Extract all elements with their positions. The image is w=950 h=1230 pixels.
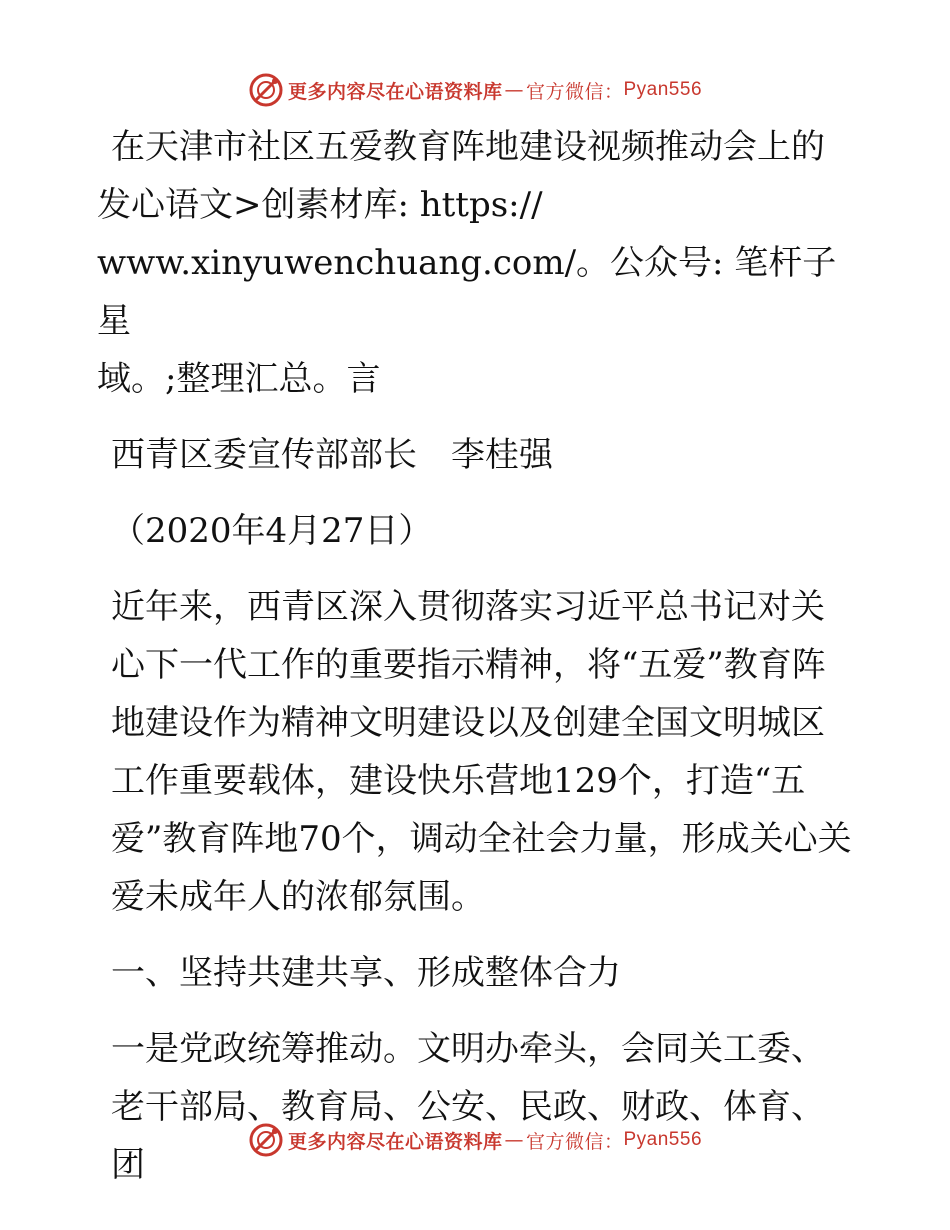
watermark-id: Pyan556: [623, 79, 703, 100]
watermark-dash: —: [504, 1129, 524, 1151]
watermark-label: 官方微信：: [525, 80, 624, 103]
watermark-dash: —: [504, 79, 524, 101]
title-line-1: 在天津市社区五爱教育阵地建设视频推动会上的: [111, 127, 825, 167]
author-line: 西青区委宣传部部长 李桂强: [111, 435, 553, 475]
paragraph-1: 近年来，西青区深入贯彻落实习近平总书记对关心下一代工作的重要指示精神，将“五爱”教育阵地建设作为精神文明建设以及创建全国文明城区工作重要载体，建设快乐营地129个，打造“五爱”教育阵地70个，调动全社会力量，形成关心关爱未成年人的浓郁氛围。: [111, 587, 852, 917]
date-line: （2020年4月27日）: [111, 511, 433, 551]
watermark-text: 更多内容尽在心语资料库: [287, 80, 503, 103]
title-line-3: www.xinyuwenchuang.com/。公众号: 笔杆子星: [97, 243, 837, 341]
watermark-label: 官方微信：: [525, 1130, 624, 1153]
title-line-2: 发心语文>创素材库: https://: [97, 185, 543, 225]
paragraph-2: 一是党政统筹推动。文明办牵头，会同关工委、老干部局、教育局、公安、民政、财政、体育、团: [111, 1029, 825, 1185]
brand-logo-icon: [248, 72, 284, 108]
brand-logo-icon: [248, 1122, 284, 1158]
watermark-banner-top: [0, 70, 950, 110]
title-line-4: 域。;整理汇总。言: [97, 359, 381, 399]
watermark-id: Pyan556: [623, 1129, 703, 1150]
document-body: [97, 118, 857, 1194]
section-heading-1: 一、坚持共建共享、形成整体合力: [111, 953, 621, 993]
watermark-banner-bottom: [0, 1120, 950, 1160]
watermark-text: 更多内容尽在心语资料库: [287, 1130, 503, 1153]
